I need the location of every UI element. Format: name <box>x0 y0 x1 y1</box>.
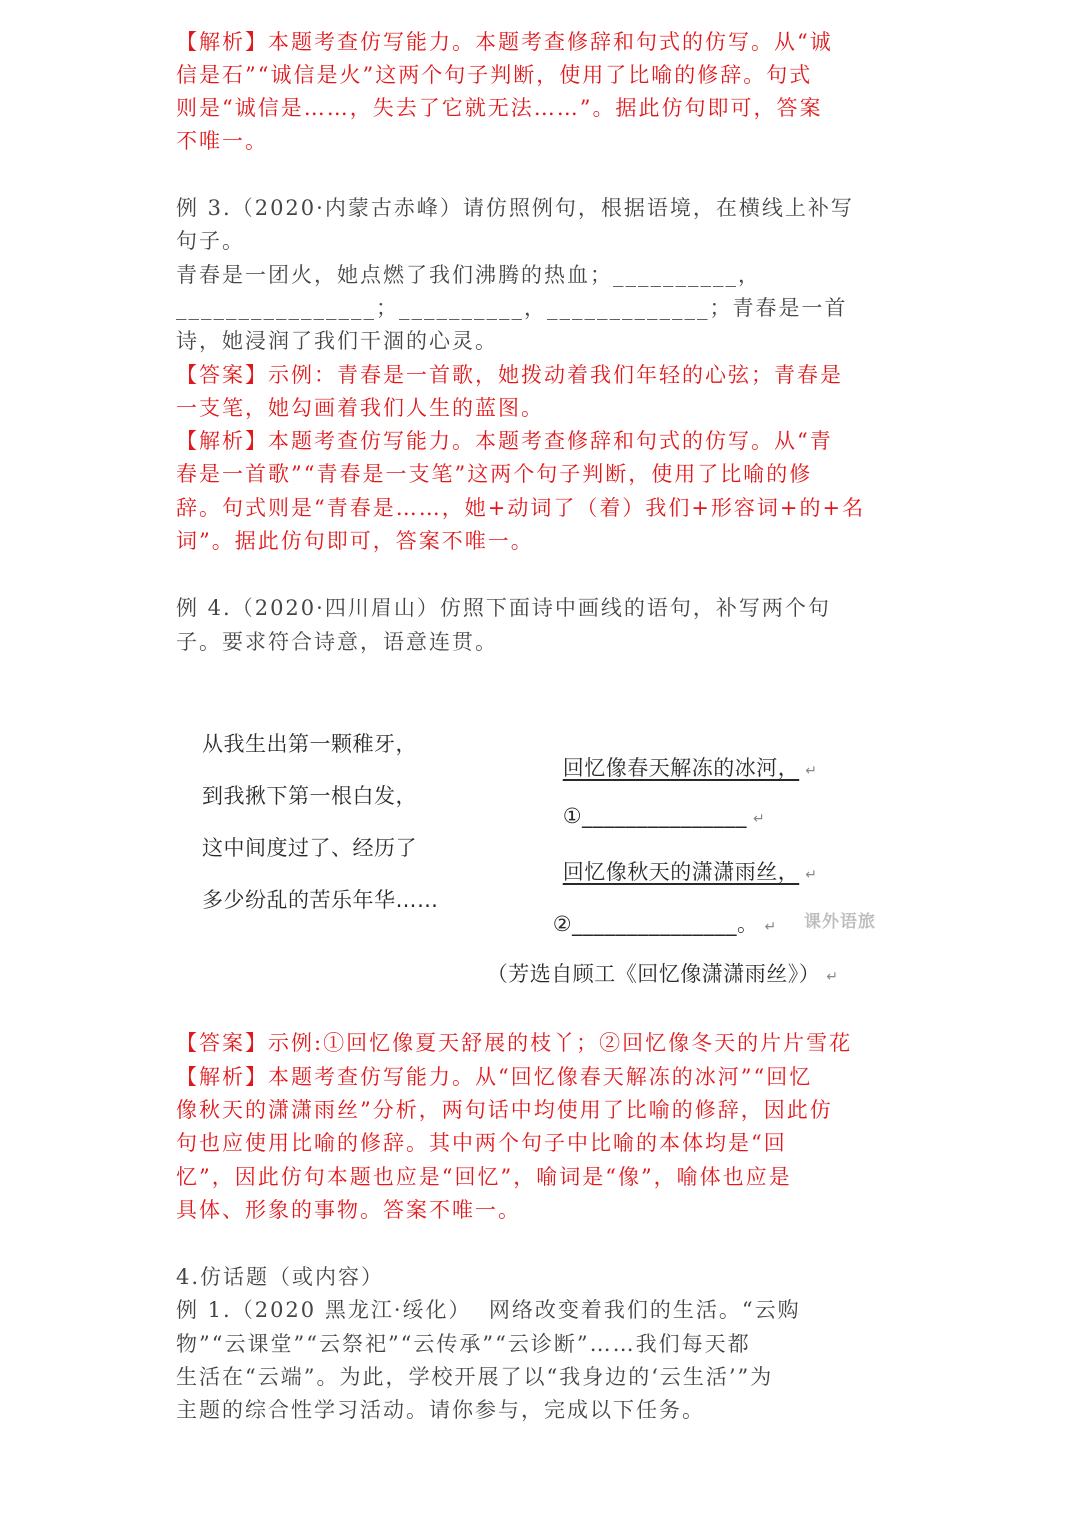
paragraph-mark: ↵ <box>764 919 777 935</box>
analysis-line: 春是一首歌”“青春是一支笔”这两个句子判断，使用了比喻的修 <box>176 462 813 486</box>
blank-1: ①_______________ ↵ <box>562 804 766 828</box>
poem-left-line: 从我生出第一颗稚牙， <box>202 732 417 756</box>
analysis-line: 像秋天的潇潇雨丝”分析，两句话中均使用了比喻的修辞，因此仿 <box>176 1098 833 1122</box>
answer-line: 一支笔，她勾画着我们人生的蓝图。 <box>176 396 544 420</box>
underlined-example: 回忆像秋天的潇潇雨丝， <box>562 860 800 884</box>
question-line: 青春是一团火，她点燃了我们沸腾的热血；__________， <box>176 263 761 287</box>
question-line: 句子。 <box>176 229 245 253</box>
paragraph-mark: ↵ <box>805 763 818 779</box>
question-line: 诗，她浸润了我们干涸的心灵。 <box>176 329 498 353</box>
question-line: ________________；__________，_____________；青春是一首 <box>176 296 848 320</box>
answer-line: 【答案】示例：青春是一首歌，她拨动着我们年轻的心弦；青春是 <box>176 363 843 387</box>
analysis-line: 句也应使用比喻的修辞。其中两个句子中比喻的本体均是“回 <box>176 1131 787 1155</box>
question-line: 例 1.（2020 黑龙江·绥化） 网络改变着我们的生活。“云购 <box>176 1298 801 1322</box>
question-line: 子。要求符合诗意，语意连贯。 <box>176 630 498 654</box>
paragraph-mark: ↵ <box>826 969 839 985</box>
paragraph-mark: ↵ <box>805 867 818 883</box>
paragraph-mark: ↵ <box>753 811 766 827</box>
poem-left-line: 这中间度过了、经历了 <box>202 836 417 860</box>
section-heading: 4.仿话题（或内容） <box>176 1265 385 1289</box>
poem-left-line: 到我揪下第一根白发， <box>202 784 417 808</box>
question-line: 生活在“云端”。为此，学校开展了以“我身边的‘云生活’”为 <box>176 1365 774 1389</box>
blank-2: ②_______________。 ↵ <box>552 912 777 936</box>
analysis-line: 词”。据此仿句即可，答案不唯一。 <box>176 529 534 553</box>
question-line: 例 4.（2020·四川眉山）仿照下面诗中画线的语句，补写两个句 <box>176 596 831 620</box>
analysis-line: 不唯一。 <box>176 129 268 153</box>
poem-source: （芳选自顾工《回忆像潇潇雨丝》） ↵ <box>486 962 839 986</box>
analysis-line: 辞。句式则是“青春是……，她+动词了（着）我们+形容词+的+名 <box>176 496 866 520</box>
analysis-line: 【解析】本题考查仿写能力。本题考查修辞和句式的仿写。从“诚 <box>176 30 833 54</box>
analysis-line: 【解析】本题考查仿写能力。本题考查修辞和句式的仿写。从“青 <box>176 429 833 453</box>
watermark: 课外语旅 <box>804 912 876 932</box>
question-line: 物”“云课堂”“云祭祀”“云传承”“云诊断”……我们每天都 <box>176 1332 751 1356</box>
poem-figure <box>176 700 896 986</box>
question-line: 主题的综合性学习活动。请你参与，完成以下任务。 <box>176 1398 705 1422</box>
answer-line: 【答案】示例:①回忆像夏天舒展的枝丫；②回忆像冬天的片片雪花 <box>176 1031 853 1055</box>
underlined-example: 回忆像春天解冻的冰河， <box>562 756 800 780</box>
analysis-line: 【解析】本题考查仿写能力。从“回忆像春天解冻的冰河”“回忆 <box>176 1065 813 1089</box>
analysis-line: 则是“诚信是……，失去了它就无法……”。据此仿句即可，答案 <box>176 96 823 120</box>
analysis-line: 信是石”“诚信是火”这两个句子判断，使用了比喻的修辞。句式 <box>176 63 813 87</box>
analysis-line: 具体、形象的事物。答案不唯一。 <box>176 1198 521 1222</box>
poem-left-line: 多少纷乱的苦乐年华…… <box>202 888 439 912</box>
analysis-line: 忆”，因此仿句本题也应是“回忆”，喻词是“像”，喻体也应是 <box>176 1165 792 1189</box>
question-line: 例 3.（2020·内蒙古赤峰）请仿照例句，根据语境，在横线上补写 <box>176 196 854 220</box>
